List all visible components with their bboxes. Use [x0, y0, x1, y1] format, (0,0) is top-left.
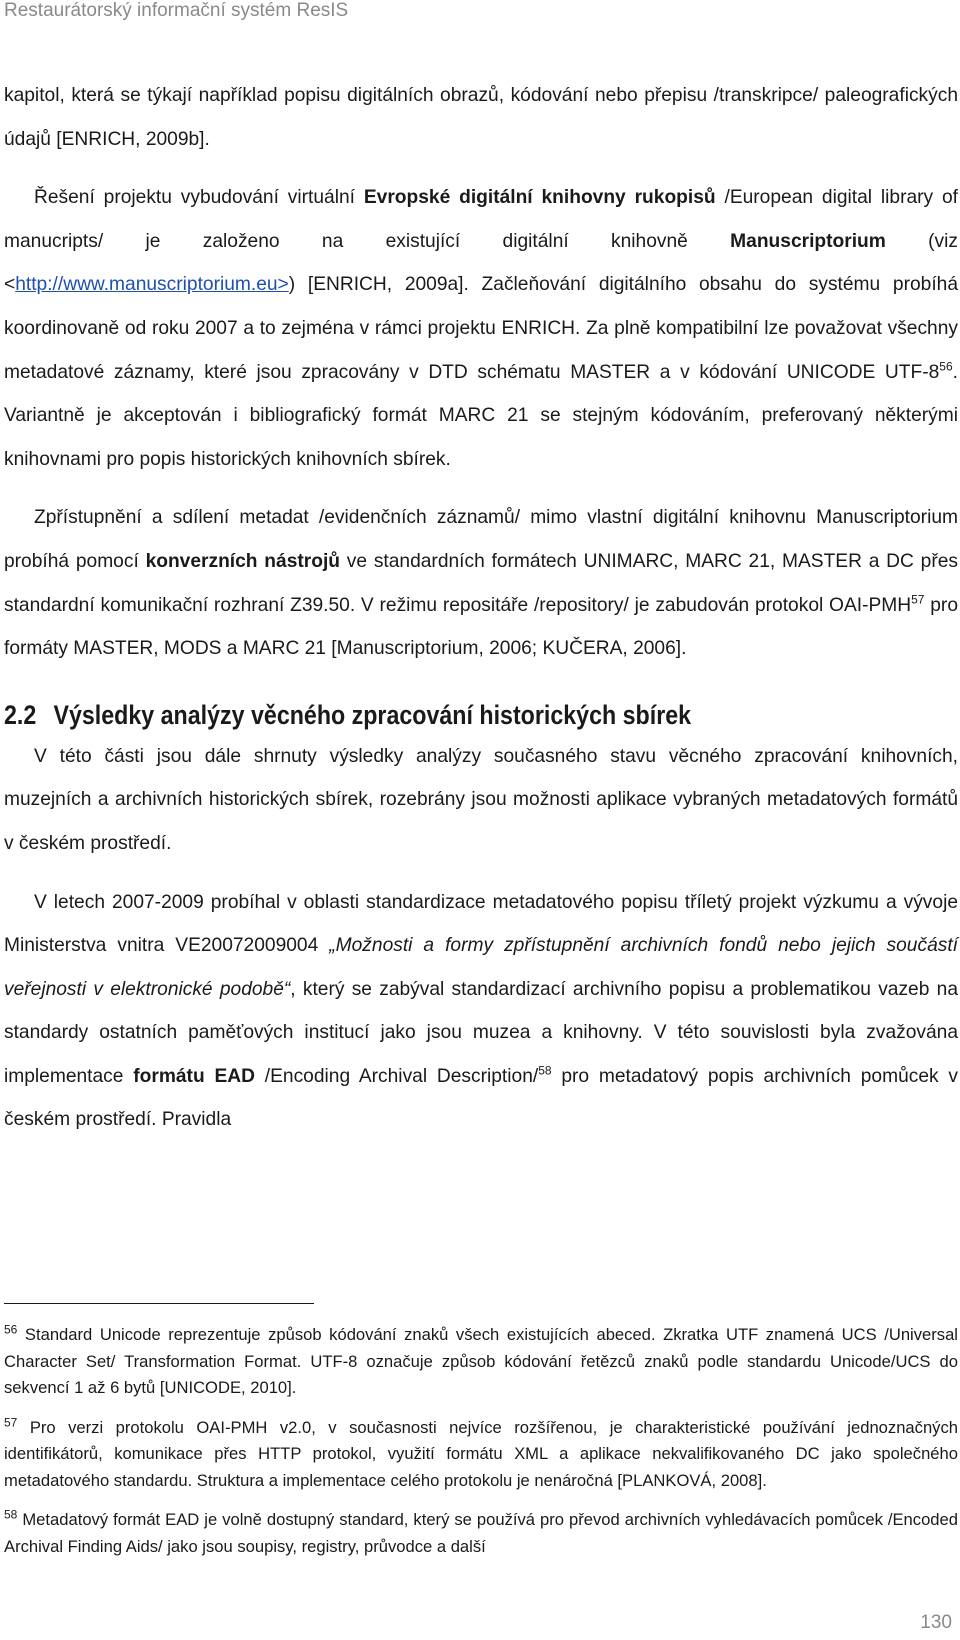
footnote-separator [4, 1303, 314, 1304]
p5-text-2: , který se zabýval standardizací archivního popisu a problematikou vazeb na standardy ostatních paměťových institucí jako jsou muzea a knihovny. V této souvislosti byla zvažována implementace [4, 978, 958, 1087]
footnote-number: 56 [4, 1322, 18, 1337]
p2-text-2: /European digital library of manucripts/ je založeno na existující digitální knihovně [4, 187, 958, 252]
p2-text-1: Řešení projektu vybudování virtuální [34, 187, 364, 209]
p5-text-3: /Encoding Archival Description/ [254, 1065, 539, 1087]
paragraph-5 [4, 881, 958, 1143]
footnote-text: Pro verzi protokolu OAI-PMH v2.0, v současnosti nejvíce rozšířenou, je charakteristické používání jednoznačných identifikátorů, komunikace přes HTTP protokol, využití formátu XML a aplikace nekvalifikovaného DC jako společného metadatového standardu. Struktura a implementace celého protokolu je nenáročná [PLANKOVÁ, 2008]. [4, 1417, 958, 1490]
paragraph-4: V této části jsou dále shrnuty výsledky analýzy současného stavu věcného zpracování knihovních, muzejních a archivních historických sbírek, rozebrány jsou možnosti aplikace vybraných metadatových formátů v českém prostředí. [4, 745, 958, 854]
p3-text-2: ve standardních formátech UNIMARC, MARC 21, MASTER a DC přes standardní komunikační rozhraní Z39.50. V režimu repositáře /repository/ je zabudován protokol OAI-PMH [4, 550, 958, 616]
footnote-ref-58[interactable]: 58 [538, 1063, 552, 1078]
p5-text-4: pro metadatový popis archivních pomůcek v českém prostředí. Pravidla [4, 1065, 959, 1131]
paragraph-3 [4, 496, 958, 670]
footnote-text: Standard Unicode reprezentuje způsob kódování znaků všech existujících abeced. Zkratka UTF znamená UCS /Universal Character Set/ Transformation Format. UTF-8 označuje způsob kódování řetězců znaků podle standardu Unicode/UCS do sekvencí 1 až 6 bytů [UNICODE, 2010]. [4, 1325, 958, 1397]
footnote-text: Metadatový formát EAD je volně dostupný standard, který se používá pro převod archivních vyhledávacích pomůcek /Encoded Archival Finding Aids/ jako jsou soupisy, registry, průvodce a další [4, 1510, 958, 1556]
footnote-ref-56[interactable]: 56 [939, 359, 953, 374]
manuscriptorium-link[interactable]: http://www.manuscriptorium.eu> [15, 274, 289, 296]
section-title: Výsledky analýzy věcného zpracování historických sbírek [53, 699, 692, 730]
footnote-58 [4, 1507, 958, 1560]
paragraph-2 [4, 176, 958, 481]
footnote-57 [4, 1415, 958, 1495]
section-heading [4, 695, 824, 735]
footnote-56 [4, 1322, 958, 1402]
p2-text-4: ) [ENRICH, 2009a]. Začleňování digitálního obsahu do systému probíhá koordinovaně od roku 2007 a to zejména v rámci projektu ENRICH. Za plně kompatibilní lze považovat všechny metadatové záznamy, které jsou zpracovány v DTD schématu MASTER a v kódování UNICODE UTF-8 [4, 274, 958, 383]
p3-text-3: pro formáty MASTER, MODS a MARC 21 [Manuscriptorium, 2006; KUČERA, 2006]. [4, 594, 958, 660]
section-number: 2.2 [4, 699, 37, 730]
p5-bold-1: formátu EAD [133, 1065, 255, 1087]
running-header: Restaurátorský informační systém ResIS [4, 0, 349, 21]
page-number: 130 [920, 1612, 952, 1633]
p5-italic-1: „Možnosti a formy zpřístupnění archivních fondů nebo jejich součástí veřejnosti v elektronické podobě“ [4, 935, 959, 1000]
footnotes [4, 1322, 958, 1573]
paragraph-1: kapitol, která se týkají například popisu digitálních obrazů, kódování nebo přepisu /transkripce/ paleografických údajů [ENRICH, 2009b]. [4, 85, 958, 150]
p2-bold-2: Manuscriptorium [730, 230, 886, 252]
p3-bold-1: konverzních nástrojů [145, 550, 340, 572]
p2-text-5: . Variantně je akceptován i bibliografický formát MARC 21 se stejným kódováním, preferovaný některými knihovnami pro popis historických knihovních sbírek. [4, 361, 958, 470]
p5-text-1: V letech 2007-2009 probíhal v oblasti standardizace metadatového popisu tříletý projekt výzkumu a vývoje Ministerstva vnitra VE20072009004 [4, 891, 958, 957]
footnote-number: 57 [4, 1414, 18, 1429]
main-content [4, 74, 958, 1142]
p3-text-1: Zpřístupnění a sdílení metadat /evidenčních záznamů/ mimo vlastní digitální knihovnu Manuscriptorium probíhá pomocí [4, 507, 958, 572]
p2-bold-1: Evropské digitální knihovny rukopisů [363, 187, 716, 209]
footnote-ref-57[interactable]: 57 [911, 592, 925, 607]
p2-text-3: (viz < [4, 230, 959, 296]
footnote-number: 58 [4, 1507, 18, 1522]
